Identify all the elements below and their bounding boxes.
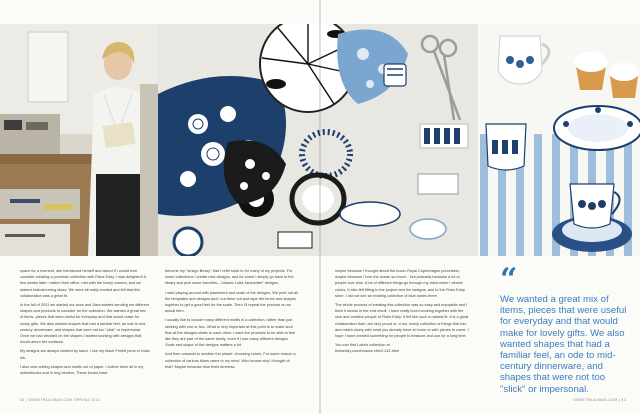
page-gutter xyxy=(319,0,321,414)
collection-link[interactable]: fishseddy.com/browse.cfm/2,242.html xyxy=(335,349,400,354)
article-paragraph: I also love cutting shapes and motifs out of paper. I collect them all in my sketchbooks and in ring binders. These books have xyxy=(20,364,144,376)
photo-porcelain-still-life xyxy=(480,24,640,256)
article-paragraph: maybe because I thought about the iconic Royal Copenhagen porcelains; maybe because I love the ocean so much... but probably because a lot of people love blue. A lot of different things go through my mind when I decide colors. It also felt fitting to the project and the designs, and to the Fishs Eddy store. I did not see an existing collection of blue wares there. xyxy=(335,269,465,298)
article-paragraph: become my "design library" that I refer back to for many of my projects. For some collections I create new designs, and for some I simply go back to the library and pick some favorites—"classic Lotta Jansdotter" designs. xyxy=(165,269,294,286)
article-paragraph: In the fall of 2011 we started our work and Sara started sending me different shapes and products to consider for the collection. We wanted a great mix of items, pieces that were useful for everyday and that would make for lovely gifts. We also wanted shapes that had a familiar feel, an ode to mid-century dinnerware, and shapes that were not too "slick" or impersonal. Once we had decided on the shapes I started working with designs that would adorn the surfaces. xyxy=(20,303,150,345)
article-column-1 xyxy=(20,268,150,379)
article-paragraph: I usually like to include many different motifs in a collection, rather than just sticking with one or two. What is very important at this point is to make sure that all the designs relate to each other. I want the products to be able to feel like they are part of the same family, even if I use many different designs. Scale and shape of the designs matters a lot. xyxy=(165,318,296,348)
pull-quote-text: We wanted a great mix of items, pieces that were useful for everyday and that would make for lovely gifts. We also wanted shapes that had a familiar feel, an ode to mid-century dinnerware, and shapes that were not too "slick" or impersonal. xyxy=(500,294,627,395)
article-paragraph: I start playing around with placement and scale of the designs. We print out all the templates and designs and I cut them out and tape the forms and shapes together to get a good feel for the scale. Then I'll repeat the process on an actual item. xyxy=(165,290,298,314)
article-paragraph: And then onwards to another fun phase: choosing colors. For some reason a collection of various blues came to my mind. Who knows why I thought of that? Maybe because blue feels timeless, xyxy=(165,352,296,369)
collection-credit xyxy=(335,342,471,354)
pull-quote xyxy=(500,262,628,395)
article-paragraph: My designs are always created by hand. I use my black Pentel pens or India ink. xyxy=(20,349,150,360)
article-paragraph: The whole process of creating this collection was so easy and enjoyable and I think it shows in the end result. I have really loved working together with the nice and creative people of Fishs Eddy. It felt like such a natural fit. It is a great collaboration that I am very proud of, a fun, lovely collection of things that mix and match nicely with what you already have at home or with pieces to come. I hope I have created something for people to treasure and use for a long time. xyxy=(335,303,469,339)
folio-left: 42 | SWEETPAULMAG.COM SPRING 2013 xyxy=(20,398,101,402)
photo-paper-cutouts-table xyxy=(158,24,478,256)
folio-right: SWEETPAULMAG.COM | 43 xyxy=(573,398,626,402)
photo-designer-studio xyxy=(0,24,158,256)
article-paragraph: space for a moment, she introduced herself and asked if I would ever consider creating a porcelain collection with Fishs Eddy. I was delighted! A few weeks later I visited their office, met with the lovely owners, and we started brainstorming ideas. We were all really excited and felt that this collaboration was a great fit. xyxy=(20,269,146,298)
credit-line: You can find Lotta's collection at xyxy=(335,343,390,348)
article-column-2 xyxy=(165,268,299,373)
quote-mark-icon: “ xyxy=(500,262,518,297)
article-column-3 xyxy=(335,268,471,355)
